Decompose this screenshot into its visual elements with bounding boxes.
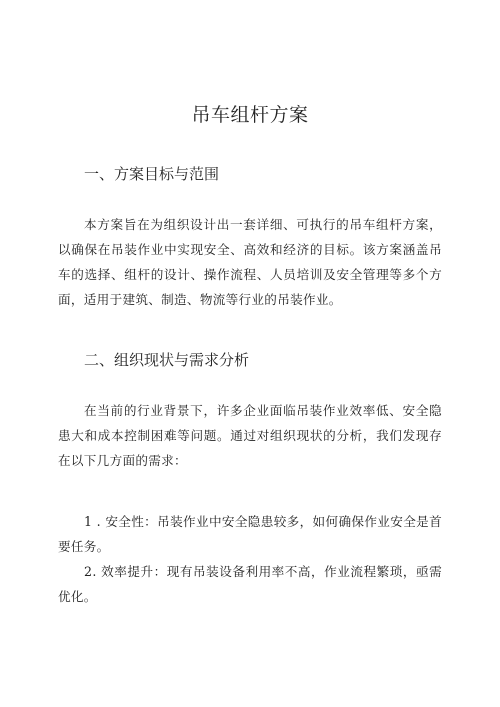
section-paragraph-goals: 本方案旨在为组织设计出一套详细、可执行的吊车组杆方案，以确保在吊装作业中实现安全、高效和经济的目标。该方案涵盖吊车的选择、组杆的设计、操作流程、人员培训及安全管理等多个方面，适用于建筑、制造、物流等行业的吊装作业。	[58, 217, 442, 307]
section-heading-goals: 一、方案目标与范围	[84, 165, 220, 183]
section-paragraph-analysis: 在当前的行业背景下，许多企业面临吊装作业效率低、安全隐患大和成本控制困难等问题。通过对组织现状的分析，我们发现存在以下几方面的需求：	[58, 403, 442, 468]
list-item-efficiency: 2. 效率提升：现有吊装设备利用率不高，作业流程繁琐，亟需优化。	[58, 564, 442, 604]
list-item-safety: 1 . 安全性：吊装作业中安全隐患较多，如何确保作业安全是首要任务。	[58, 514, 442, 554]
section-heading-analysis: 二、组织现状与需求分析	[84, 351, 250, 369]
document-title: 吊车组杆方案	[191, 104, 309, 126]
